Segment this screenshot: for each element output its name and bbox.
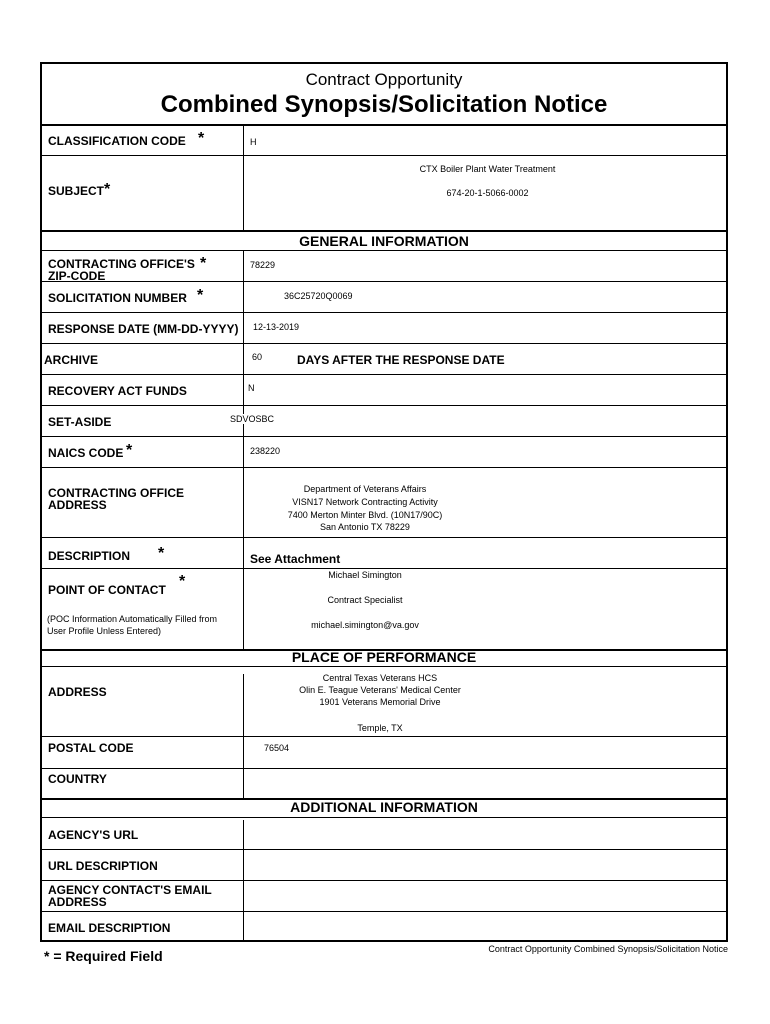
recovery-act-label: RECOVERY ACT FUNDS	[48, 384, 187, 398]
additional-information-header: ADDITIONAL INFORMATION	[290, 799, 478, 815]
solicitation-number-label: SOLICITATION NUMBER	[48, 291, 187, 305]
required-marker: *	[158, 545, 165, 562]
address-line[interactable]: Olin E. Teague Veterans' Medical Center	[299, 685, 461, 695]
office-address-line[interactable]: 7400 Merton Minter Blvd. (10N17/90C)	[287, 510, 443, 520]
divider	[42, 281, 726, 282]
divider	[42, 405, 726, 406]
response-date-value[interactable]: 12-13-2019	[253, 322, 300, 332]
zip-code-value[interactable]: 78229	[250, 260, 276, 270]
poc-name[interactable]: Michael Simington	[328, 570, 402, 580]
poc-note: (POC Information Automatically Filled from User Profile Unless Entered)	[47, 614, 218, 636]
divider	[42, 155, 726, 156]
url-description-label: URL DESCRIPTION	[48, 859, 158, 873]
required-marker: *	[179, 573, 186, 590]
poc-title[interactable]: Contract Specialist	[327, 595, 403, 605]
contracting-office-address-label: CONTRACTING OFFICE ADDRESS	[48, 486, 184, 512]
point-of-contact-label: POINT OF CONTACT	[48, 583, 166, 597]
divider	[42, 124, 726, 126]
column-divider	[243, 126, 244, 230]
required-marker: *	[126, 442, 133, 459]
solicitation-form	[40, 62, 728, 942]
classification-code-label: CLASSIFICATION CODE	[48, 134, 186, 148]
response-date-label: RESPONSE DATE (MM-DD-YYYY)	[48, 322, 239, 336]
divider	[42, 666, 726, 667]
zip-code-label: CONTRACTING OFFICE'S ZIP-CODE	[48, 257, 195, 283]
divider	[42, 880, 726, 881]
address-label: ADDRESS	[48, 685, 107, 699]
office-address-line[interactable]: Department of Veterans Affairs	[303, 484, 427, 494]
archive-label: ARCHIVE	[44, 353, 99, 367]
description-label: DESCRIPTION	[48, 549, 131, 563]
country-label: COUNTRY	[48, 772, 107, 786]
office-address-line[interactable]: VISN17 Network Contracting Activity	[292, 497, 438, 507]
column-divider	[243, 820, 244, 942]
subject-label: SUBJECT	[48, 184, 105, 198]
address-line[interactable]: 1901 Veterans Memorial Drive	[319, 697, 441, 707]
divider	[42, 312, 726, 313]
form-subtitle: Contract Opportunity	[305, 70, 463, 89]
required-marker: *	[200, 255, 207, 272]
postal-code-value[interactable]: 76504	[264, 743, 290, 753]
divider	[42, 230, 726, 232]
agency-url-label: AGENCY'S URL	[48, 828, 139, 842]
form-title: Combined Synopsis/Solicitation Notice	[160, 91, 608, 118]
divider	[42, 374, 726, 375]
divider	[42, 537, 726, 538]
divider	[42, 568, 726, 569]
email-description-label: EMAIL DESCRIPTION	[48, 921, 171, 935]
required-marker: *	[198, 130, 205, 147]
set-aside-label: SET-ASIDE	[48, 415, 112, 429]
required-field-legend: * = Required Field	[44, 948, 163, 964]
divider	[42, 736, 726, 737]
title-block	[42, 64, 726, 124]
solicitation-number-value[interactable]: 36C25720Q0069	[284, 291, 353, 301]
document-name-footer: Contract Opportunity Combined Synopsis/Solicitation Notice	[488, 944, 728, 954]
poc-email[interactable]: michael.simington@va.gov	[311, 620, 419, 630]
description-value[interactable]: See Attachment	[250, 552, 341, 566]
recovery-act-value[interactable]: N	[248, 383, 255, 393]
general-information-header: GENERAL INFORMATION	[299, 233, 469, 249]
classification-code-value[interactable]: H	[250, 137, 257, 147]
divider	[42, 911, 726, 912]
set-aside-value[interactable]: SDVOSBC	[230, 414, 275, 424]
office-address-line[interactable]: San Antonio TX 78229	[320, 522, 410, 532]
divider	[42, 343, 726, 344]
archive-value[interactable]: 60	[252, 352, 263, 362]
divider	[42, 849, 726, 850]
postal-code-label: POSTAL CODE	[48, 741, 134, 755]
place-of-performance-header: PLACE OF PERFORMANCE	[291, 649, 477, 665]
divider	[42, 768, 726, 769]
divider	[42, 467, 726, 468]
address-line[interactable]: Central Texas Veterans HCS	[322, 673, 438, 683]
divider	[42, 436, 726, 437]
required-marker: *	[197, 287, 204, 304]
column-divider	[243, 251, 244, 650]
required-marker: *	[104, 181, 111, 198]
subject-value-line2[interactable]: 674-20-1-5066-0002	[446, 188, 529, 198]
naics-code-value[interactable]: 238220	[250, 446, 281, 456]
agency-email-label: AGENCY CONTACT'S EMAIL ADDRESS	[48, 883, 212, 909]
subject-value-line1[interactable]: CTX Boiler Plant Water Treatment	[419, 164, 556, 174]
archive-suffix: DAYS AFTER THE RESPONSE DATE	[297, 353, 505, 367]
address-city[interactable]: Temple, TX	[357, 723, 403, 733]
divider	[42, 817, 726, 818]
naics-code-label: NAICS CODE	[48, 446, 124, 460]
divider	[42, 250, 726, 251]
